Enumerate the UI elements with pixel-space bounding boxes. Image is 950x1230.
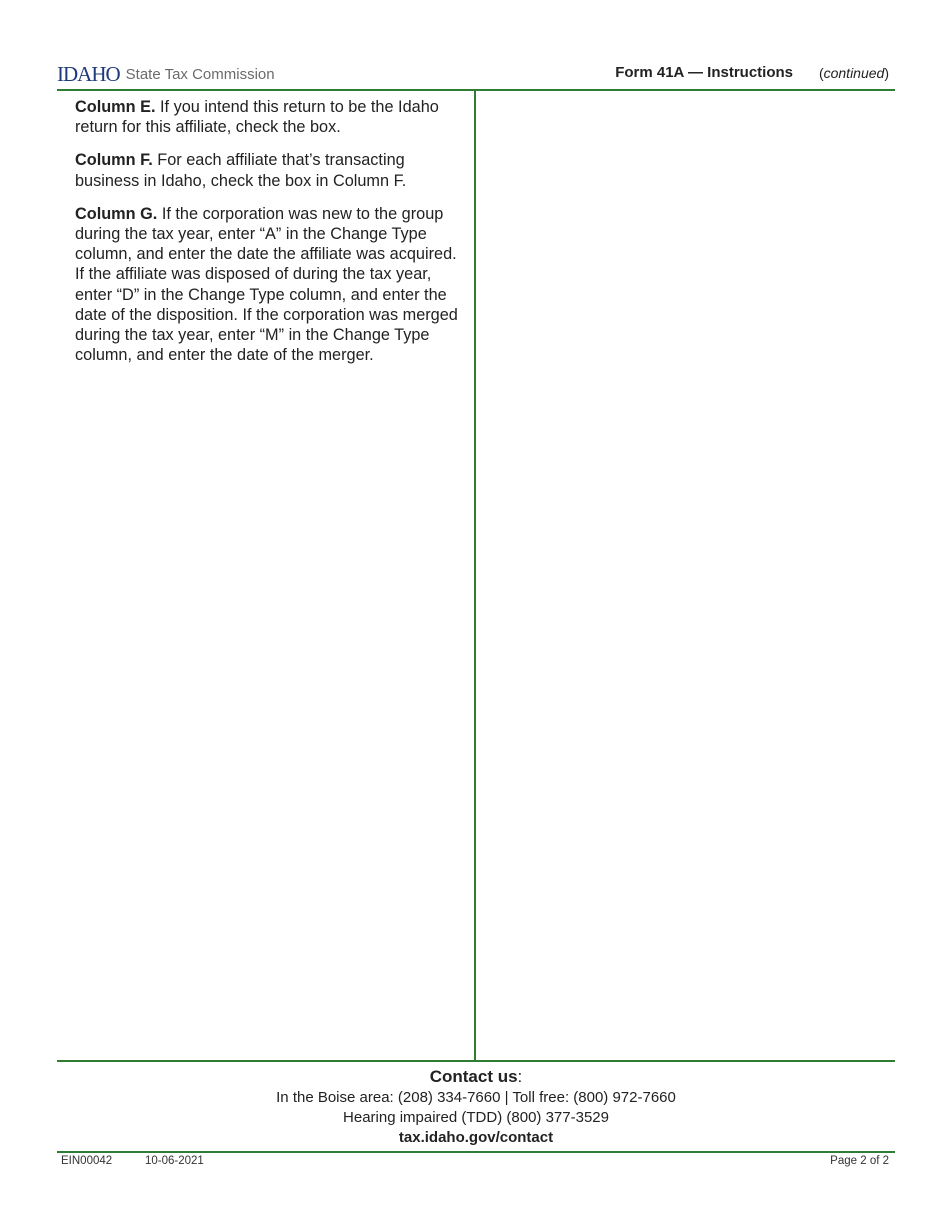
continued-note: (continued) bbox=[818, 65, 889, 81]
revision-date: 10-06-2021 bbox=[145, 1155, 204, 1167]
contact-tdd-line: Hearing impaired (TDD) (800) 377-3529 bbox=[343, 1108, 609, 1126]
left-column bbox=[75, 97, 460, 378]
contact-rule bbox=[57, 1060, 895, 1062]
page-number: Page 2 of 2 bbox=[830, 1155, 889, 1167]
form-code: EIN00042 bbox=[61, 1155, 113, 1167]
contact-phone-line: In the Boise area: (208) 334-7660 | Toll free: (800) 972-7660 bbox=[276, 1089, 676, 1106]
column-e-paragraph bbox=[75, 97, 460, 137]
column-g-paragraph bbox=[75, 204, 460, 366]
logo-mark: IDAHO bbox=[57, 62, 120, 86]
column-divider bbox=[474, 90, 476, 1061]
column-g-text: If the corporation was new to the group during the tax year, enter “A” in the Change Type column, and enter the date the affiliate was acquired. If the affiliate was disposed of during the tax year, enter “D” in the Change Type column, and enter the date of the disposition. If the corporation was merged during the tax year, enter “M” in the Change Type column, and enter the date of the merger. bbox=[75, 204, 458, 365]
idaho-logo bbox=[57, 62, 275, 87]
header-rule bbox=[57, 89, 895, 91]
contact-section bbox=[57, 1066, 895, 1148]
column-e-label: Column E. bbox=[75, 98, 156, 116]
column-e-text: If you intend this return to be the Idaho return for this affiliate, check the box. bbox=[75, 98, 439, 137]
logo-text: State Tax Commission bbox=[125, 66, 275, 83]
column-f-label: Column F. bbox=[75, 151, 153, 170]
continued-text: continued bbox=[823, 65, 885, 81]
form-title: Form 41A — Instructions bbox=[615, 64, 793, 81]
contact-title: Contact us: bbox=[429, 1067, 523, 1086]
footer-rule bbox=[57, 1151, 895, 1153]
page-header bbox=[57, 62, 895, 88]
column-g-label: Column G. bbox=[75, 204, 158, 223]
column-f-text: For each affiliate that’s transacting business in Idaho, check the box in Column F. bbox=[75, 151, 407, 190]
contact-url[interactable]: tax.idaho.gov/contact bbox=[398, 1129, 554, 1146]
contact-title-text: Contact us bbox=[429, 1067, 518, 1086]
column-f-paragraph bbox=[75, 150, 460, 190]
